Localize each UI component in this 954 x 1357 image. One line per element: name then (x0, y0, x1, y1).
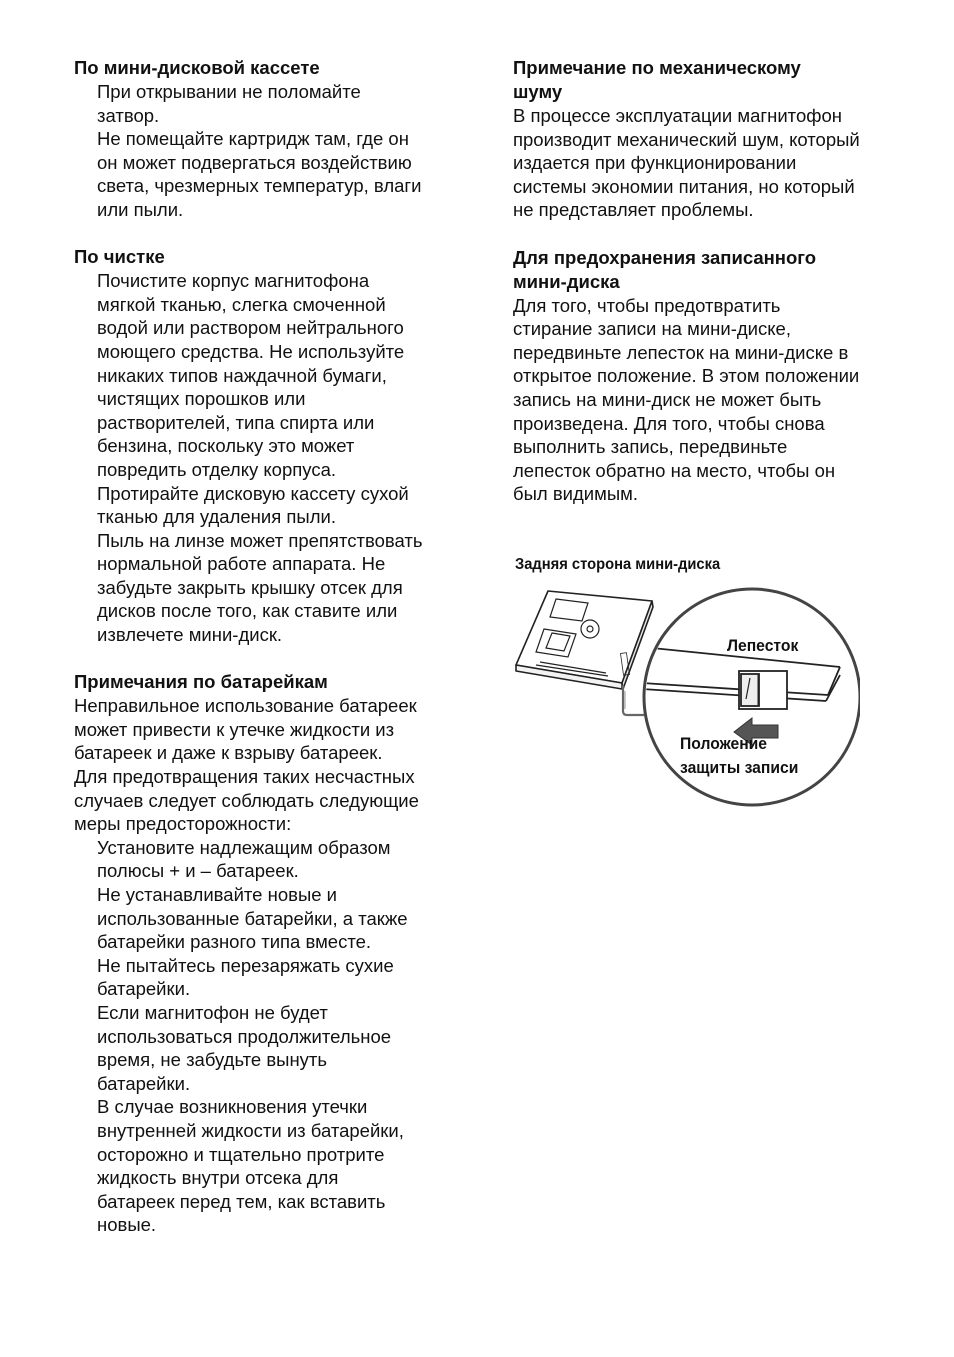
text-line: чистящих порошков или (97, 388, 306, 410)
section-cleaning (74, 245, 464, 647)
section-intro (74, 694, 464, 836)
section-heading: Примечания по батарейкам (74, 671, 328, 693)
text-line: новые. (97, 1214, 157, 1236)
text-line: света, чрезмерных температур, влаги (97, 175, 422, 197)
text-line: он может подвергаться воздействию (97, 151, 412, 173)
text-line: Почистите корпус магнитофона (97, 270, 370, 292)
text-line: производит механический шум, который (513, 128, 860, 150)
text-line: системы экономии питания, но который (513, 175, 855, 197)
text-line: Не пытайтесь перезаряжать сухие (97, 954, 394, 976)
section-heading: шуму (513, 81, 563, 102)
label-tab: Лепесток (727, 637, 799, 655)
text-line: осторожно и тщательно протрите (97, 1143, 385, 1165)
left-column (74, 56, 464, 1237)
text-line: Не устанавливайте новые и (97, 884, 338, 905)
text-line: выполнить запись, передвиньте (513, 436, 788, 458)
text-line: тканью для удаления пыли. (97, 506, 336, 528)
right-column (513, 56, 903, 506)
text-line: батареек перед тем, как вставить (97, 1190, 386, 1212)
text-line: передвиньте лепесток на мини-диске в (513, 341, 849, 363)
text-line: стирание записи на мини-диске, (513, 318, 791, 340)
text-line: повредить отделку корпуса. (97, 458, 337, 480)
text-line: запись на мини-диск не может быть (513, 388, 822, 410)
text-line: не представляет проблемы. (513, 199, 754, 221)
text-line: Для того, чтобы предотвратить (513, 294, 781, 316)
text-line: мягкой тканью, слегка смоченной (97, 293, 386, 315)
text-line: время, не забудьте вынуть (97, 1049, 328, 1071)
text-line: батарейки разного типа вместе. (97, 931, 372, 953)
text-line: может привести к утечке жидкости из (74, 718, 395, 740)
text-line: водой или раствором нейтрального (97, 317, 404, 339)
text-line: батареек и даже к взрыву батареек. (74, 742, 383, 764)
text-line: Для предотвращения таких несчастных (74, 766, 415, 788)
section-minidisc-cassette (74, 56, 464, 222)
text-line: Если магнитофон не будет (97, 1001, 328, 1023)
text-line: Протирайте дисковую кассету сухой (97, 482, 409, 504)
text-line: использованные батарейки, а также (97, 907, 408, 929)
figure-caption: Задняя сторона мини-диска (515, 556, 721, 573)
text-line: батарейки. (97, 1072, 191, 1094)
text-line: забудьте закрыть крышку отсек для (97, 576, 403, 598)
text-line: случаев следует соблюдать следующие (74, 789, 419, 811)
section-heading: мини-диска (513, 270, 620, 292)
label-position-line1: Положение (680, 735, 768, 753)
text-line: лепесток обратно на место, чтобы он (513, 459, 836, 481)
text-line: полюсы + и – батареек. (97, 860, 299, 882)
text-line: жидкость внутри отсека для (97, 1167, 339, 1189)
text-line: меры предосторожности: (74, 813, 292, 835)
text-line: открытое положение. В этом положении (513, 365, 860, 387)
minidisc-diagram (510, 585, 860, 810)
section-batteries (74, 670, 464, 1237)
text-line: Неправильное использование батареек (74, 695, 417, 717)
section-body (74, 269, 464, 647)
text-line: При открывании не поломайте (97, 81, 361, 102)
text-line: моющего средства. Не используйте (97, 340, 405, 362)
section-heading: По мини-дисковой кассете (74, 57, 320, 78)
text-line: никаких типов наждачной бумаги, (97, 364, 387, 386)
text-line: был видимым. (513, 483, 638, 505)
text-line: батарейки. (97, 978, 191, 1000)
text-line: использоваться продолжительное (97, 1025, 392, 1047)
section-protect-minidisc (513, 246, 903, 506)
text-line: В случае возникновения утечки (97, 1096, 368, 1118)
text-line: Не помещайте картридж там, где он (97, 128, 409, 150)
text-line: бензина, поскольку это может (97, 435, 355, 457)
text-line: внутренней жидкости из батарейки, (97, 1119, 404, 1141)
text-line: или пыли. (97, 198, 184, 220)
text-line: Установите надлежащим образом (97, 836, 391, 858)
section-body (74, 80, 464, 222)
text-line: нормальной работе аппарата. Не (97, 553, 386, 575)
section-heading: По чистке (74, 246, 165, 268)
section-heading: Для предохранения записанного (513, 246, 817, 268)
text-line: растворителей, типа спирта или (97, 411, 375, 433)
section-body (74, 836, 464, 1237)
text-line: произведена. Для того, чтобы снова (513, 412, 825, 434)
section-heading: Примечание по механическому (513, 57, 801, 78)
text-line: В процессе эксплуатации магнитофон (513, 105, 842, 126)
section-mechanical-noise (513, 56, 903, 222)
text-line: Пыль на линзе может препятствовать (97, 529, 423, 551)
text-line: дисков после того, как ставите или (97, 600, 398, 622)
text-line: затвор. (97, 104, 160, 126)
text-line: извлечете мини-диск. (97, 624, 283, 646)
text-line: издается при функционировании (513, 152, 797, 174)
label-position-line2: защиты записи (680, 759, 799, 777)
